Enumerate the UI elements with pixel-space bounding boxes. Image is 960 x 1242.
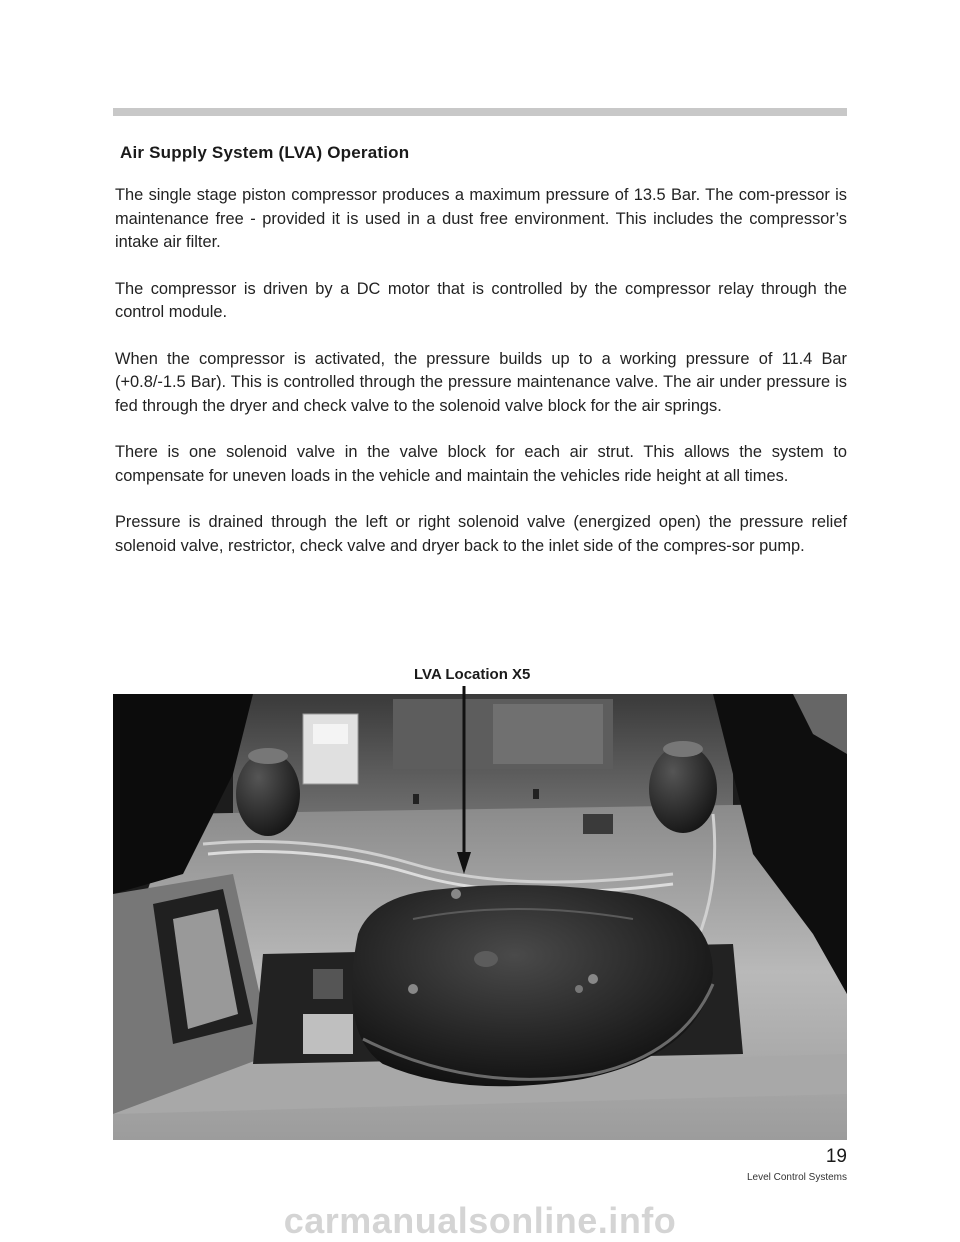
page-number: 19 bbox=[825, 1146, 847, 1167]
section-heading: Air Supply System (LVA) Operation bbox=[120, 143, 410, 162]
site-watermark: carmanualsonline.info bbox=[283, 1200, 677, 1241]
paragraph-working-pressure: When the compressor is activated, the pressure builds up to a working pressure of 11.4 Bar (+0.8/-1.5 Bar). This is controlled through the pressure maintenance valve. The air under pressure is fed through the dryer and check valve to the solenoid valve block for the air springs. bbox=[115, 349, 847, 415]
lva-location-photo bbox=[113, 694, 847, 1140]
paragraph-pressure-drain: Pressure is drained through the left or right solenoid valve (energized open) the pressure relief solenoid valve, restrictor, check valve and dryer back to the inlet side of the compres-sor pump. bbox=[115, 513, 847, 555]
top-divider-rule bbox=[113, 108, 847, 116]
paragraph-solenoid-valves: There is one solenoid valve in the valve block for each air strut. This allows the system to compensate for uneven loads in the vehicle and maintain the vehicles ride height at all times. bbox=[115, 443, 847, 485]
paragraph-compressor-pressure: The single stage piston compressor produces a maximum pressure of 13.5 Bar. The com-pressor is maintenance free - provided it is used in a dust free environment. This includes the compressor’s intake air filter. bbox=[115, 186, 847, 251]
photo-caption: LVA Location X5 bbox=[414, 666, 531, 683]
paragraph-dc-motor: The compressor is driven by a DC motor that is controlled by the compressor relay through the control module. bbox=[115, 279, 847, 321]
trunk-photo-illustration bbox=[113, 694, 847, 1140]
body-text bbox=[115, 184, 847, 581]
chapter-name: Level Control Systems bbox=[746, 1172, 847, 1183]
